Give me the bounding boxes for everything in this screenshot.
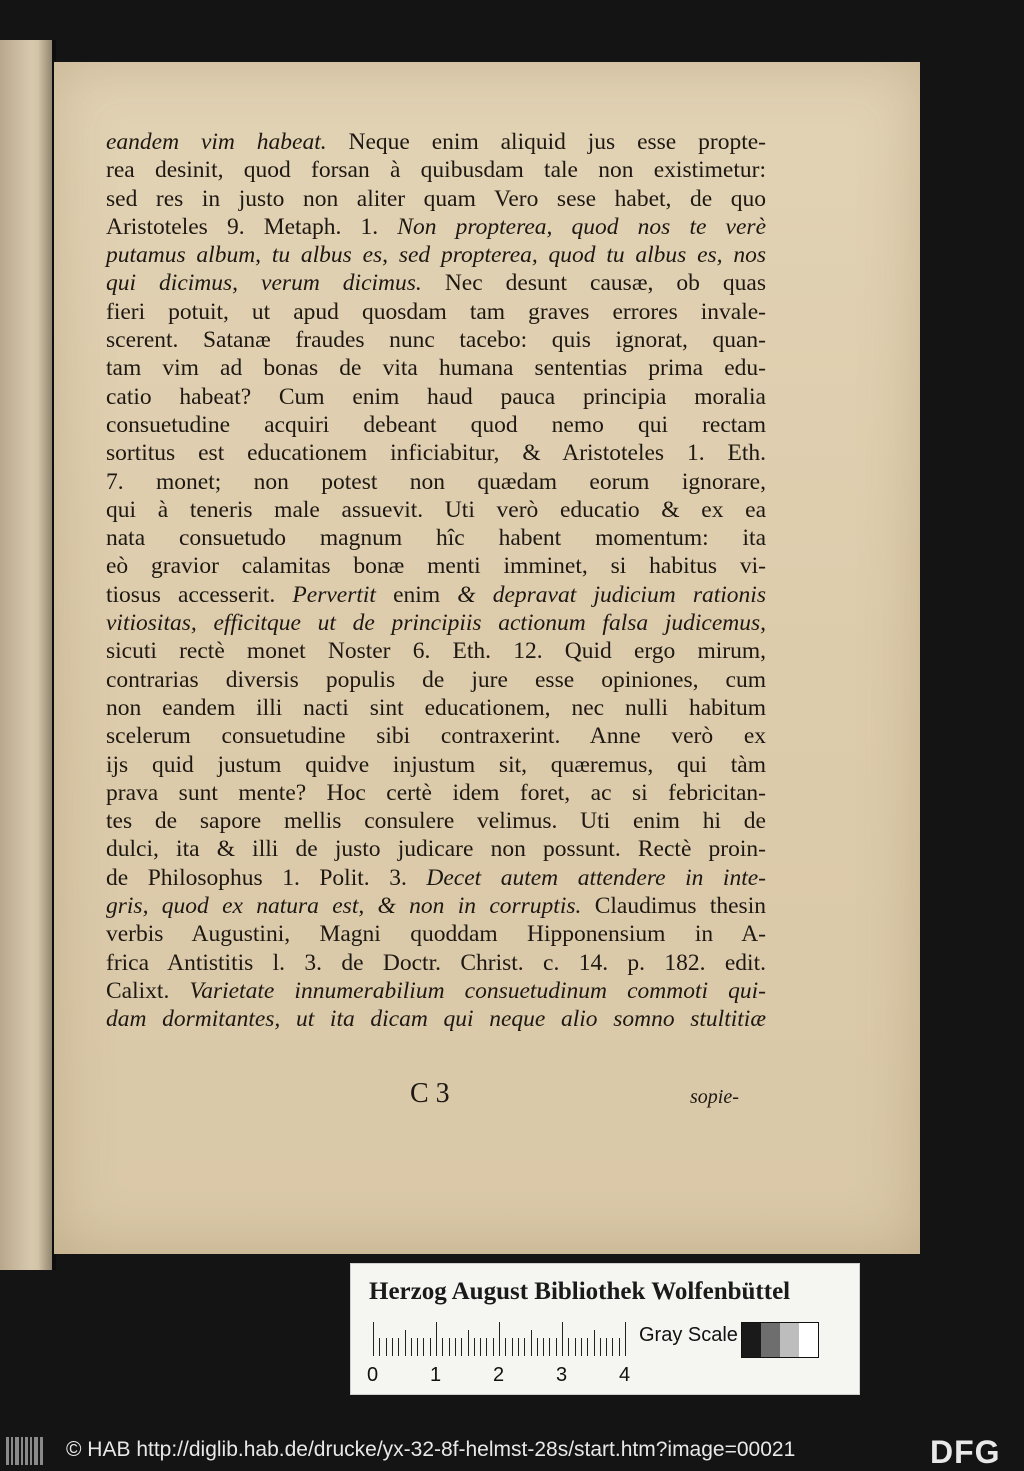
ruler-tick [581, 1338, 582, 1356]
ruler-tick [405, 1330, 406, 1356]
barcode-bar [11, 1437, 13, 1465]
text-line [106, 892, 766, 920]
ruler-tick [619, 1338, 620, 1356]
ruler-tick [543, 1338, 544, 1356]
ruler-number: 2 [493, 1364, 505, 1386]
ruler-tick [600, 1338, 601, 1356]
ruler-tick [562, 1322, 563, 1356]
ruler-tick [436, 1322, 437, 1356]
text-segment: eandem vim habeat. [106, 129, 327, 155]
ruler-tick [612, 1338, 613, 1356]
text-line [106, 949, 766, 977]
gray-scale-swatches [741, 1322, 819, 1358]
ruler-tick [480, 1338, 481, 1356]
ruler-number: 3 [556, 1364, 568, 1386]
text-line [106, 156, 766, 184]
text-line [106, 920, 766, 948]
text-line [106, 468, 766, 496]
text-segment: sortitus est educationem inficiabitur, & Aristoteles 1. Eth. [106, 440, 766, 467]
text-segment: Neque enim aliquid jus esse propte- [326, 129, 766, 155]
text-segment: enim [375, 581, 458, 608]
text-line [106, 694, 766, 722]
barcode-bar [25, 1437, 28, 1465]
ruler-tick [524, 1338, 525, 1356]
signature-mark: C 3 [410, 1078, 450, 1109]
text-line [106, 326, 766, 354]
text-line [106, 722, 766, 750]
ruler-number: 1 [430, 1364, 442, 1386]
ruler-tick [398, 1338, 399, 1356]
text-segment: qui à teneris male assuevit. Uti verò educatio & ex ea [106, 496, 766, 523]
text-segment: scelerum consuetudine sibi contraxerint. Anne verò ex [106, 723, 766, 750]
page-text [106, 128, 766, 1034]
ruler-tick [606, 1338, 607, 1356]
ruler-tick [455, 1338, 456, 1356]
text-line [106, 779, 766, 807]
text-segment: consuetudine acquiri debeant quod nemo qui rectam [106, 411, 766, 438]
ruler-tick [493, 1338, 494, 1356]
gray-swatch [799, 1323, 818, 1357]
ruler-tick [518, 1338, 519, 1356]
text-segment: frica Antistitis l. 3. de Doctr. Christ. c. 14. p. 182. edit. [106, 949, 766, 976]
ruler-tick [386, 1338, 387, 1356]
text-line [106, 354, 766, 382]
text-line [106, 439, 766, 467]
text-segment: Varietate innumerabilium consuetudinum commoti qui- [189, 977, 766, 1004]
gray-swatch [742, 1323, 761, 1357]
ruler-number: 0 [367, 1364, 379, 1386]
text-segment: putamus album, tu albus es, sed propterea, quod tu albus es, nos [106, 242, 766, 269]
barcode-bar [21, 1437, 23, 1465]
ruler-number: 4 [619, 1364, 631, 1386]
text-line [106, 1005, 766, 1033]
text-line [106, 552, 766, 580]
text-segment: fieri potuit, ut apud quosdam tam graves errores invale- [106, 298, 766, 325]
ruler-tick [373, 1322, 374, 1356]
gray-swatch [780, 1323, 799, 1357]
text-line [106, 581, 766, 609]
text-line [106, 496, 766, 524]
text-segment: dam dormitantes, ut ita dicam qui neque alio somno stultitiæ [106, 1006, 766, 1033]
ruler-tick [379, 1338, 380, 1356]
ruler-tick [430, 1338, 431, 1356]
text-segment: de Philosophus 1. Polit. 3. [106, 864, 427, 891]
text-line [106, 128, 766, 156]
text-line [106, 269, 766, 297]
ruler-tick [587, 1338, 588, 1356]
text-segment: contrarias diversis populis de jure esse opiniones, cum [106, 666, 766, 693]
ruler-tick [537, 1338, 538, 1356]
ruler-tick [486, 1338, 487, 1356]
ruler-tick [449, 1338, 450, 1356]
ruler-tick [512, 1338, 513, 1356]
text-line [106, 524, 766, 552]
text-segment: 7. monet; non potest non quædam eorum ignorare, [106, 468, 766, 495]
ruler-tick [505, 1338, 506, 1356]
text-line [106, 241, 766, 269]
text-segment: non eandem illi nacti sint educationem, nec nulli habitum [106, 694, 766, 721]
text-segment: prava sunt mente? Hoc certè idem foret, ac si febricitan- [106, 779, 766, 806]
ruler-tick [411, 1338, 412, 1356]
gray-scale-label: Gray Scale [639, 1324, 738, 1346]
ruler-tick [423, 1338, 424, 1356]
text-segment: gris, quod ex natura est, & non in corruptis. [106, 893, 582, 920]
text-line [106, 864, 766, 892]
text-segment: Nec desunt causæ, ob quas [421, 270, 766, 297]
text-segment: Non propterea, quod nos te verè [397, 213, 766, 240]
footer-bar [0, 1433, 1024, 1469]
ruler-tick [499, 1322, 500, 1356]
text-segment: tes de sapore mellis consulere velimus. Uti enim hi de [106, 808, 766, 835]
text-segment: & depravat judicium rationis [457, 581, 766, 608]
text-segment: sicuti rectè monet Noster 6. Eth. 12. Quid ergo mirum, [106, 638, 766, 665]
ruler-tick [575, 1338, 576, 1356]
measurement-ruler [373, 1322, 633, 1356]
text-line [106, 835, 766, 863]
barcode-bar [30, 1437, 32, 1465]
barcode-icon [6, 1437, 46, 1465]
text-segment: tiosus accesserit. [106, 581, 293, 608]
ruler-tick [549, 1338, 550, 1356]
text-segment: dulci, ita & illi de justo judicare non possunt. Rectè proin- [106, 836, 766, 863]
text-segment: Decet autem attendere in inte- [426, 864, 766, 891]
text-line [106, 298, 766, 326]
ruler-tick [442, 1338, 443, 1356]
text-segment: scerent. Satanæ fraudes nunc tacebo: quis ignorat, quan- [106, 327, 766, 354]
dfg-logo: DFG [930, 1434, 1001, 1470]
ruler-tick [531, 1330, 532, 1356]
text-segment: sed res in justo non aliter quam Vero sese habet, de quo [106, 185, 766, 212]
text-line [106, 609, 766, 637]
text-line [106, 751, 766, 779]
ruler-tick [392, 1338, 393, 1356]
barcode-bar [6, 1437, 9, 1465]
text-line [106, 383, 766, 411]
ruler-tick [568, 1338, 569, 1356]
barcode-bar [34, 1437, 38, 1465]
text-segment: tam vim ad bonas de vita humana sententias prima edu- [106, 355, 766, 382]
text-segment: ijs quid justum quidve injustum sit, quæremus, qui tàm [106, 751, 766, 778]
ruler-tick [417, 1338, 418, 1356]
text-segment: Aristoteles 9. Metaph. 1. [106, 213, 398, 240]
text-segment: Claudimus thesin [581, 893, 766, 920]
text-segment: nata consuetudo magnum hîc habent momentum: ita [106, 525, 766, 552]
text-line [106, 977, 766, 1005]
text-line [106, 637, 766, 665]
text-line [106, 213, 766, 241]
ruler-tick [461, 1338, 462, 1356]
ruler-tick [556, 1338, 557, 1356]
copyright-url[interactable]: © HAB http://diglib.hab.de/drucke/yx-32-8f-helmst-28s/start.htm?image=00021 [66, 1438, 796, 1461]
text-segment: catio habeat? Cum enim haud pauca principia moralia [106, 383, 766, 410]
catchword: sopie- [690, 1086, 739, 1108]
text-segment: Pervertit [292, 581, 376, 608]
ruler-tick [468, 1330, 469, 1356]
text-segment: rea desinit, quod forsan à quibusdam tale non existimetur: [106, 157, 766, 184]
text-line [106, 807, 766, 835]
color-calibration-card [350, 1263, 860, 1395]
text-line [106, 185, 766, 213]
ruler-tick [474, 1338, 475, 1356]
gray-swatch [761, 1323, 780, 1357]
text-segment: verbis Augustini, Magni quoddam Hipponensium in A- [106, 921, 766, 948]
library-name: Herzog August Bibliothek Wolfenbüttel [369, 1278, 791, 1305]
text-line [106, 666, 766, 694]
text-line [106, 411, 766, 439]
ruler-tick [594, 1330, 595, 1356]
ruler-tick [625, 1322, 626, 1356]
text-segment: eò gravior calamitas bonæ menti imminet, si habitus vi- [106, 553, 766, 580]
barcode-bar [15, 1437, 19, 1465]
text-segment: vitiositas, efficitque ut de principiis actionum falsa judicemus, [106, 610, 766, 637]
barcode-bar [40, 1437, 43, 1465]
text-segment: qui dicimus, verum dicimus. [106, 270, 422, 297]
text-segment: Calixt. [106, 977, 190, 1004]
